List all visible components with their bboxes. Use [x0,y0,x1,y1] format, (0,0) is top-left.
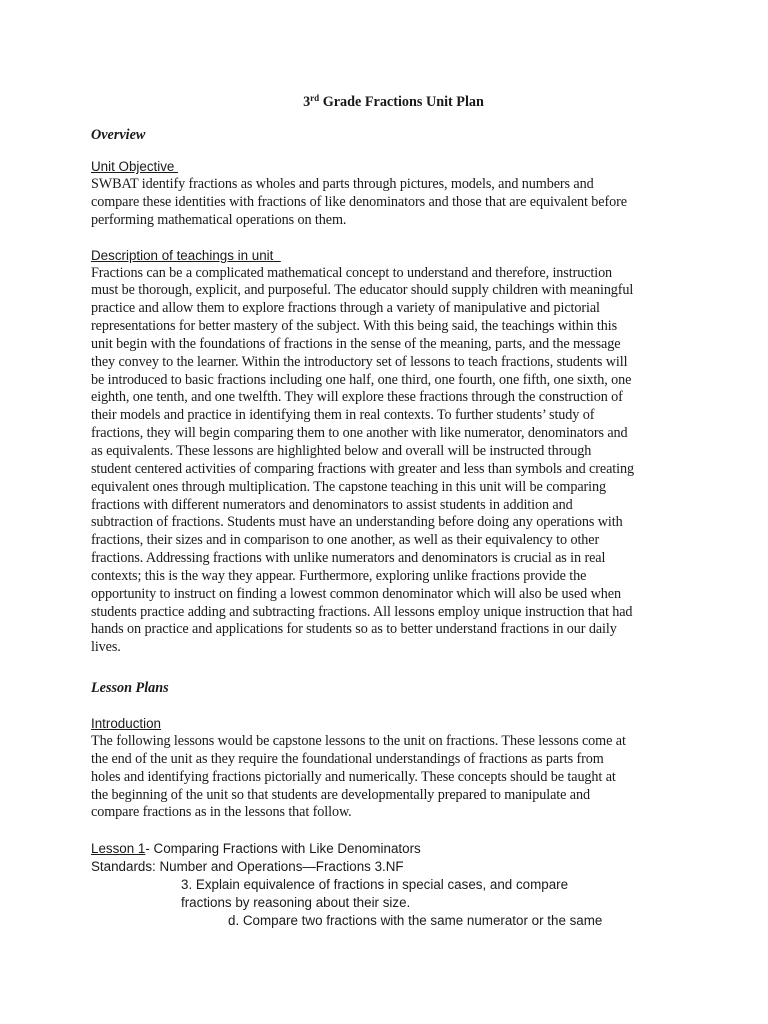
title-grade-number: 3 [303,94,311,110]
text-line: student centered activities of comparing fractions with greater and less than symbols and creating [91,460,634,477]
document-title [91,92,696,112]
text-line: performing mathematical operations on them. [91,211,347,228]
introduction-section [91,715,696,822]
text-line: fractions. Addressing fractions with unlike numerators and denominators is crucial as in real [91,550,606,567]
lesson-1-standards: Standards: Number and Operations—Fractions 3.NF [91,859,404,875]
text-line: hands on practice and applications for students so as to better understand fractions in our daily [91,621,617,638]
text-line: practice and allow them to explore fractions through a variety of manipulative and pictorial [91,300,600,317]
text-line: equivalent ones through multiplication. The capstone teaching in this unit will be comparing [91,478,606,495]
text-line: be introduced to basic fractions including one half, one third, one fourth, one fifth, one sixth, one [91,371,632,388]
unit-objective-section [91,158,696,230]
text-line: students practice adding and subtracting fractions. All lessons employ unique instruction that had [91,603,633,620]
description-heading: Description of teachings in unit [91,247,281,263]
text-line: lives. [91,639,121,656]
text-line: SWBAT identify fractions as wholes and parts through pictures, models, and numbers and [91,176,594,192]
text-line: the end of the unit as they require the foundational understandings of fractions as parts from [91,750,604,767]
text-line: as equivalents. These lessons are highlighted below and overall will be instructed through [91,442,592,459]
text-line: The following lessons would be capstone lessons to the unit on fractions. These lessons come at [91,733,626,750]
text-line: contexts; this is the way they appear. Furthermore, exploring unlike fractions provide the [91,567,587,584]
text-line: representations for better mastery of the subject. With this being said, the teachings within this [91,318,617,335]
title-text: Grade Fractions Unit Plan [319,94,484,110]
text-line: eighth, one tenth, and one twelfth. They will explore these fractions through the construction of [91,389,623,406]
description-section [91,247,696,658]
text-line: Fractions can be a complicated mathematical concept to understand and therefore, instruction [91,264,613,281]
text-line: fractions, their sizes and in comparison to one another, as well as their equivalency to other [91,532,600,549]
lesson-1-label: Lesson 1 [91,841,146,857]
overview-heading: Overview [91,127,146,143]
description-body [91,265,696,658]
text-line: the beginning of the unit so that students are developmentally prepared to manipulate and [91,786,590,803]
text-line: must be thorough, explicit, and purposeful. The educator should supply children with meaningful [91,282,634,299]
standard-item-3-line-1: 3. Explain equivalence of fractions in special cases, and compare [181,877,569,893]
standard-item-3-line-2: fractions by reasoning about their size. [181,895,411,911]
introduction-body [91,733,696,822]
text-line: they convey to the learner. Within the introductory set of lessons to teach fractions, students will [91,353,628,370]
text-line: compare these identities with fractions of like denominators and those that are equivalent before [91,193,627,210]
text-line: fractions, they will begin comparing them to one another with like numerator, denominators and [91,425,628,442]
text-line: unit begin with the foundations of fractions in the sense of the meaning, parts, and the message [91,335,621,352]
introduction-heading: Introduction [91,716,161,732]
text-line: subtraction of fractions. Students must have an understanding before doing any operations with [91,514,623,531]
text-line: opportunity to instruct on finding a lowest common denominator which will also be used when [91,585,621,602]
unit-objective-heading: Unit Objective [91,159,179,174]
text-line: their models and practice in identifying them in real contexts. To further students’ study of [91,407,595,424]
standard-item-d: d. Compare two fractions with the same numerator or the same [228,913,603,929]
lesson-1-title-text: - Comparing Fractions with Like Denominators [145,841,421,857]
text-line: fractions with different numerators and denominators to assist students in addition and [91,496,573,513]
text-line: compare fractions as in the lessons that follow. [91,804,352,821]
lesson-plans-heading: Lesson Plans [91,680,169,697]
text-line: holes and identifying fractions pictorially and numerically. These concepts should be taught at [91,768,616,785]
unit-objective-body [91,176,696,230]
title-ordinal-suffix: rd [310,93,320,103]
lesson-1-section [91,840,696,930]
lesson-1-title [91,840,696,858]
